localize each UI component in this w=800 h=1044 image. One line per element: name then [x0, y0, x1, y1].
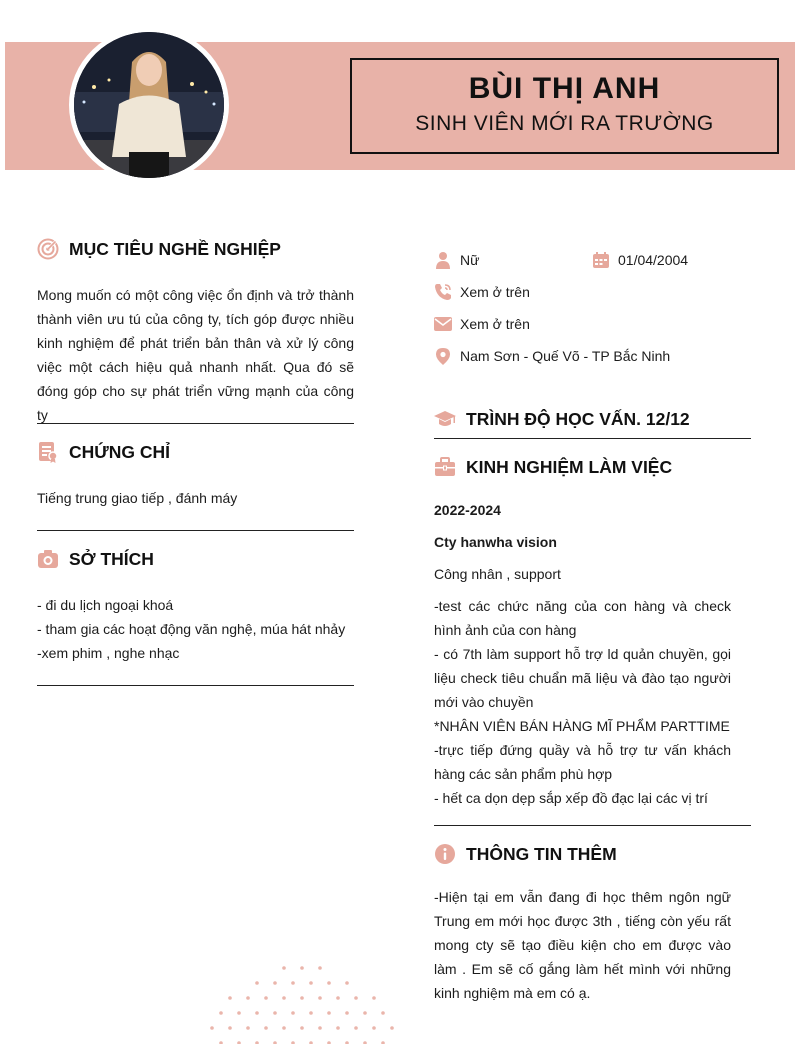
gender-row [434, 251, 479, 269]
decorative-dot [345, 981, 349, 985]
decorative-dot [318, 966, 322, 970]
birthdate-value: 01/04/2004 [618, 252, 689, 268]
decorative-dot [255, 981, 259, 985]
person-icon [434, 251, 452, 269]
decorative-dot [237, 1011, 241, 1015]
camera-icon [37, 548, 59, 570]
email-row [434, 315, 530, 333]
list-item: -test các chức năng của con hàng và check hình ảnh của con hàng [434, 598, 731, 638]
info-icon [434, 843, 456, 865]
education-title: TRÌNH ĐỘ HỌC VẤN. 12/12 [466, 408, 690, 429]
decorative-dot [327, 981, 331, 985]
phone-icon [434, 283, 452, 301]
decorative-dot [219, 1011, 223, 1015]
decorative-dot [354, 1026, 358, 1030]
experience-details [434, 594, 731, 810]
list-item: - đi du lịch ngoại khoá [37, 597, 174, 613]
additional-text: -Hiện tại em vẫn đang đi học thêm ngôn ngữ Trung em mới học được 3th , tiếng còn yếu rất mong cty sẽ tạo điều kiện cho em được vào làm . Em sẽ cố gắng làm hết mình với những kinh nghiệm mà em có ạ. [434, 889, 731, 1001]
decorative-dot [390, 1026, 394, 1030]
hobbies-heading [37, 548, 154, 570]
decorative-dot [291, 981, 295, 985]
decorative-dot [363, 1011, 367, 1015]
divider [37, 530, 354, 531]
address-value: Nam Sơn - Quế Võ - TP Bắc Ninh [460, 348, 671, 364]
calendar-icon [592, 251, 610, 269]
certificates-title: CHỨNG CHỈ [69, 441, 171, 462]
graduation-cap-icon [434, 408, 456, 430]
certificate-icon [37, 441, 59, 463]
hobbies-title: SỞ THÍCH [69, 548, 154, 569]
envelope-icon [434, 315, 452, 333]
decorative-dot [318, 1026, 322, 1030]
decorative-dot [318, 996, 322, 1000]
address-row [434, 347, 670, 365]
objective-text: Mong muốn có một công việc ổn định và trở thành thành viên ưu tú của công ty, tích góp được nhiều kinh nghiệm để phát triển bản thân và xử lý công việc một cách hiệu quả nhanh nhất. Qua đó sẽ đóng góp cho sự phát triển vững mạnh của công ty [37, 287, 354, 423]
list-item: -xem phim , nghe nhạc [37, 645, 180, 661]
decorative-dot [246, 996, 250, 1000]
divider [434, 825, 751, 826]
decorative-dot [381, 1011, 385, 1015]
decorative-dot [264, 996, 268, 1000]
hobbies-list [37, 593, 354, 665]
decorative-dot [282, 1026, 286, 1030]
decorative-dot [273, 1011, 277, 1015]
decorative-dot [282, 966, 286, 970]
decorative-dot [282, 996, 286, 1000]
objective-heading [37, 238, 281, 260]
experience-period: 2022-2024 [434, 502, 501, 518]
phone-row [434, 283, 530, 301]
decorative-dot [228, 1026, 232, 1030]
decorative-dots [205, 960, 395, 1044]
experience-company: Cty hanwha vision [434, 534, 557, 550]
decorative-dot [372, 996, 376, 1000]
additional-heading [434, 843, 617, 865]
decorative-dot [228, 996, 232, 1000]
name-box [350, 58, 779, 154]
objective-title: MỤC TIÊU NGHỀ NGHIỆP [69, 238, 281, 259]
gender-value: Nữ [460, 252, 480, 268]
list-item: - tham gia các hoạt động văn nghệ, múa hát nhảy [37, 621, 346, 637]
decorative-dot [264, 1026, 268, 1030]
decorative-dot [255, 1011, 259, 1015]
profile-photo [74, 32, 224, 178]
candidate-name: BÙI THỊ ANH [468, 72, 661, 105]
decorative-dot [291, 1011, 295, 1015]
candidate-role: SINH VIÊN MỚI RA TRƯỜNG [415, 112, 714, 135]
education-heading [434, 408, 690, 430]
decorative-dot [210, 1026, 214, 1030]
decorative-dot [372, 1026, 376, 1030]
decorative-dot [300, 1026, 304, 1030]
briefcase-icon [434, 456, 456, 478]
decorative-dot [309, 1011, 313, 1015]
decorative-dot [273, 981, 277, 985]
target-icon [37, 238, 59, 260]
list-item: -trực tiếp đứng quầy và hỗ trợ tư vấn khách hàng các sản phẩm phù hợp [434, 742, 731, 782]
divider [37, 685, 354, 686]
avatar [69, 27, 229, 183]
certificates-heading [37, 441, 170, 463]
decorative-dot [300, 966, 304, 970]
additional-title: THÔNG TIN THÊM [466, 843, 617, 864]
experience-position: Công nhân , support [434, 566, 561, 582]
decorative-dot [327, 1011, 331, 1015]
certificates-text: Tiếng trung giao tiếp , đánh máy [37, 490, 238, 506]
decorative-dot [246, 1026, 250, 1030]
divider [37, 423, 354, 424]
location-pin-icon [434, 347, 452, 365]
phone-value: Xem ở trên [460, 284, 530, 300]
email-value: Xem ở trên [460, 316, 530, 332]
decorative-dot [336, 1026, 340, 1030]
list-item: - có 7th làm support hỗ trợ ld quản chuyền, gọi liệu check tiêu chuẩn mã liệu và đào tạo người mới vào chuyền [434, 646, 731, 710]
decorative-dot [309, 981, 313, 985]
experience-heading [434, 456, 672, 478]
list-item: *NHÂN VIÊN BÁN HÀNG MĨ PHẨM PARTTIME [434, 718, 730, 734]
list-item: - hết ca dọn dẹp sắp xếp đồ đạc lại các vị trí [434, 790, 708, 806]
birthdate-row [592, 251, 688, 269]
divider [434, 438, 751, 439]
experience-title: KINH NGHIỆM LÀM VIỆC [466, 456, 673, 477]
decorative-dot [300, 996, 304, 1000]
decorative-dot [345, 1011, 349, 1015]
decorative-dot [354, 996, 358, 1000]
decorative-dot [336, 996, 340, 1000]
